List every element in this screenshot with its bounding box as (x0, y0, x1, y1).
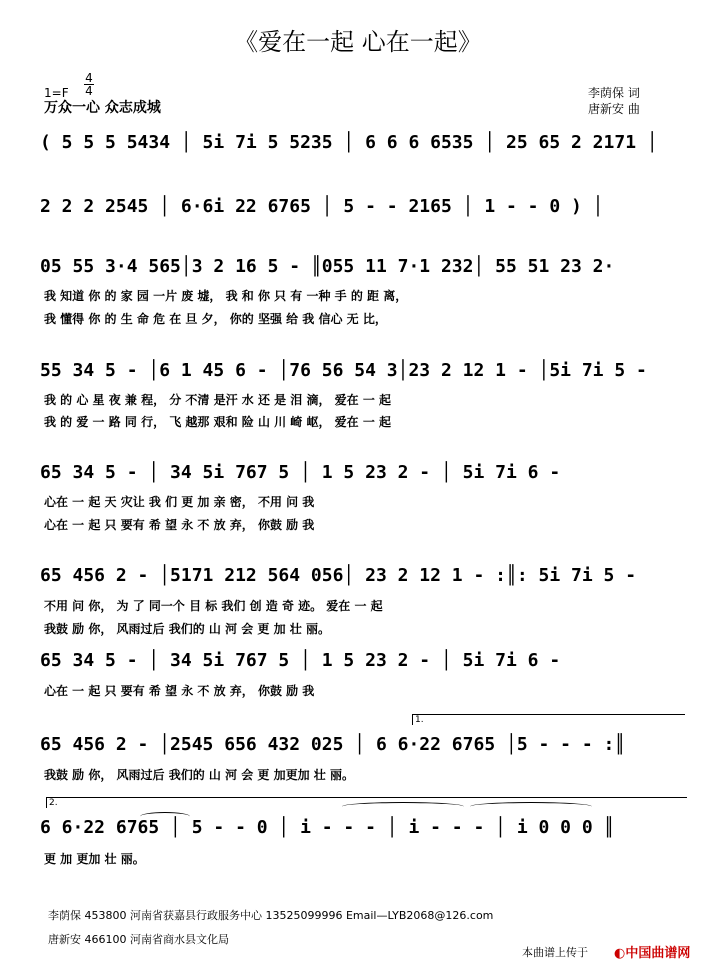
notation-row-9: 6 6·22 6765 │ 5 - - 0 │ i - - - │ i - - - │ i 0 0 0 ║ (40, 817, 615, 838)
volta-1 (412, 714, 685, 725)
footer-lyricist-contact: 李荫保 453800 河南省获嘉县行政服务中心 13525099996 Email—LYB2068@126.com (48, 909, 494, 922)
logo-icon: ◐ (614, 946, 626, 961)
site-name: 中国曲谱网 (625, 946, 691, 961)
key-signature: 1=F (44, 86, 69, 100)
lyricist: 李荫保 词 (588, 86, 640, 100)
lyric-row-6b: 我鼓 励 你， 风雨过后 我们的 山 河 会 更 加 壮 丽。 (44, 622, 330, 636)
lyric-row-9a: 更 加 更加 壮 丽。 (44, 852, 145, 866)
slur-6765 (140, 812, 190, 821)
notation-row-5: 65 34 5 - │ 34 5i 767 5 │ 1 5 23 2 - │ 5i 7i 6 - (40, 462, 561, 483)
lyric-row-5b: 心在 一 起 只 要有 希 望 永 不 放 弃， 你鼓 励 我 (44, 518, 315, 532)
notation-row-1: ( 5 5 5 5434 │ 5i 7i 5 5235 │ 6 6 6 6535 │ 25 65 2 2171 │ (40, 132, 658, 153)
lyric-row-5a: 心在 一 起 天 灾让 我 们 更 加 亲 密， 不用 问 我 (44, 495, 315, 509)
notation-row-3: 05 55 3·4 565│3 2 16 5 - ║055 11 7·1 232│ 55 51 23 2· (40, 256, 615, 277)
footer-composer-contact: 唐新安 466100 河南省商水县文化局 (48, 933, 229, 946)
lyric-row-3b: 我 懂得 你 的 生 命 危 在 旦 夕， 你的 坚强 给 我 信心 无 比， (44, 312, 387, 326)
notation-row-8: 65 456 2 - │2545 656 432 025 │ 6 6·22 6765 │5 - - - :║ (40, 734, 626, 755)
meter-top: 4 (85, 71, 93, 85)
notation-row-6: 65 456 2 - │5171 212 564 056│ 23 2 12 1 - :║: 5i 7i 5 - (40, 565, 637, 586)
upload-note: 本曲谱上传于 (522, 946, 588, 959)
lyric-row-3a: 我 知道 你 的 家 园 一片 废 墟， 我 和 你 只 有 一种 手 的 距 离， (44, 289, 408, 303)
lyric-row-7a: 心在 一 起 只 要有 希 望 永 不 放 弃， 你鼓 励 我 (44, 684, 315, 698)
composer: 唐新安 曲 (588, 102, 640, 116)
subtitle: 万众一心 众志成城 (44, 100, 161, 116)
lyric-row-4a: 我 的 心 星 夜 兼 程， 分 不清 是汗 水 还 是 泪 滴， 爱在 一 起 (44, 393, 392, 407)
notation-row-4: 55 34 5 - │6 1 45 6 - │76 56 54 3│23 2 12 1 - │5i 7i 5 - (40, 360, 647, 381)
tie-arc-2 (470, 802, 592, 811)
tie-arc-1 (342, 802, 464, 811)
song-title: 《爱在一起 心在一起》 (234, 28, 482, 56)
lyric-row-8a: 我鼓 励 你， 风雨过后 我们的 山 河 会 更 加更加 壮 丽。 (44, 768, 354, 782)
site-logo (614, 942, 690, 961)
meter-bottom: 4 (85, 84, 93, 98)
time-signature (84, 72, 94, 97)
notation-row-2: 2 2 2 2545 │ 6·6i 22 6765 │ 5 - - 2165 │ 1 - - 0 ) │ (40, 196, 604, 217)
lyric-row-6a: 不用 问 你， 为 了 同一个 目 标 我们 创 造 奇 迹。 爱在 一 起 (44, 599, 383, 613)
notation-row-7: 65 34 5 - │ 34 5i 767 5 │ 1 5 23 2 - │ 5i 7i 6 - (40, 650, 561, 671)
volta-2-label: 2. (49, 798, 58, 808)
lyric-row-4b: 我 的 爱 一 路 同 行， 飞 越那 艰和 险 山 川 崎 岖， 爱在 一 起 (44, 415, 392, 429)
volta-1-label: 1. (415, 715, 424, 725)
